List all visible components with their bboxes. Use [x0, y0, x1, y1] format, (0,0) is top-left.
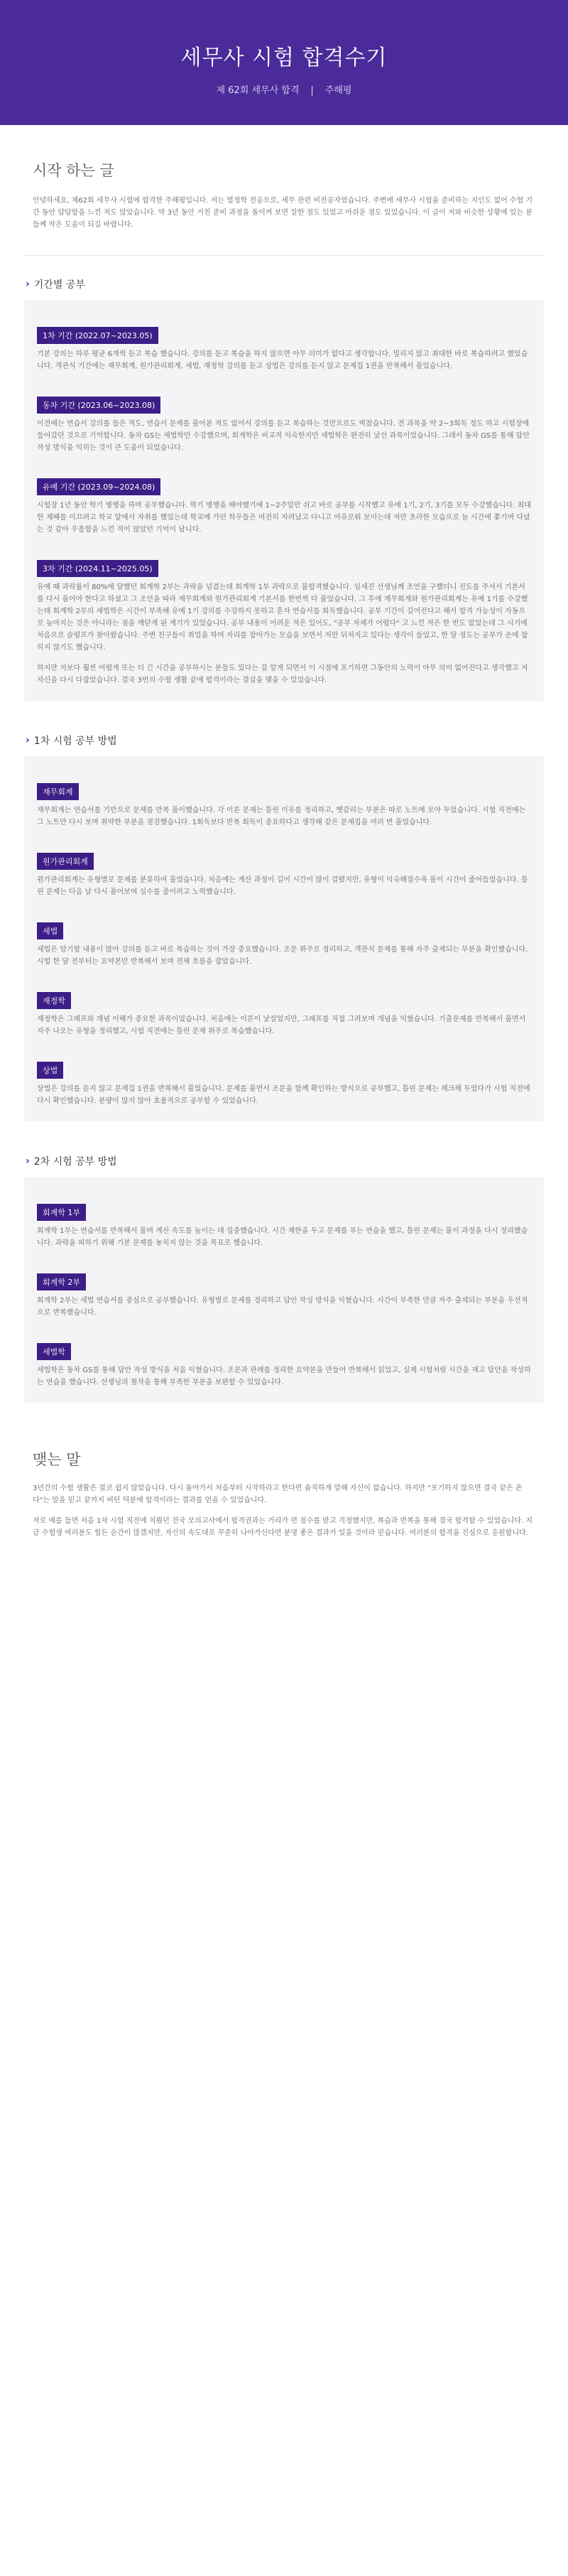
subject-body: 원가관리회계는 유형별로 문제를 분류하여 풀었습니다. 처음에는 계산 과정이 길어 시간이 많이 걸렸지만, 유형이 익숙해질수록 풀이 시간이 줄어들었습니다. 틀린 문제는 다음 날 다시 풀어보며 실수를 줄이려고 노력했습니다. — [37, 876, 528, 896]
subject-item — [37, 1062, 531, 1107]
second-exam-panel — [24, 1177, 544, 1403]
subject-body: 회계학 1부는 연습서를 반복해서 풀며 계산 속도를 높이는 데 집중했습니다. 시간 제한을 두고 문제를 푸는 연습을 했고, 틀린 문제는 풀이 과정을 다시 정리했습니다. 과락을 피하기 위해 기본 문제를 놓치지 않는 것을 목표로 했습니다. — [37, 1227, 528, 1247]
hero-subtitle — [0, 82, 568, 96]
hero-separator: | — [310, 85, 314, 96]
period-item — [37, 397, 531, 454]
section-title-text: 1차 시험 공부 방법 — [33, 735, 117, 747]
period-tag: 동차 기간 (2023.06~2023.08) — [37, 397, 160, 414]
period-body: 기본 강의는 하루 평균 6개씩 듣고 복습 했습니다. 강의를 듣고 복습을 하지 않으면 아무 의미가 없다고 생각합니다. 밀리지 않고 최대한 바로 복습하려고 했었습니다. 객관식 기간에는 재무회계, 원가관리회계, 세법, 재정학 강의를 듣고 상법은 강의를 듣지 않고 문제집 1권을 반복해서 풀었습니다. — [37, 350, 528, 370]
subject-item — [37, 922, 531, 968]
subject-body: 상법은 강의를 듣지 않고 문제집 1권을 반복해서 풀었습니다. 문제를 풀면서 조문을 함께 확인하는 방식으로 공부했고, 틀린 문제는 체크해 두었다가 시험 직전에 다시 확인했습니다. 분량이 많지 않아 효율적으로 공부할 수 있었습니다. — [37, 1085, 530, 1105]
subject-item — [37, 992, 531, 1038]
hero-author: 주해평 — [324, 85, 352, 96]
period-item — [37, 327, 531, 372]
first-exam-panel — [24, 756, 544, 1121]
subject-item — [37, 1204, 531, 1249]
period-tag: 1차 기간 (2022.07~2023.05) — [37, 327, 158, 344]
subject-tag: 회계학 2부 — [37, 1273, 86, 1290]
intro-section — [24, 159, 544, 256]
period-body: 시험장 1년 동안 학기 병행을 하며 공부했습니다. 학기 병행을 해야했기에 1~2주일만 쉬고 바로 공부를 시작했고 유예 1기, 2기, 3기를 모두 수강했습니다. 최대한 제때를 이끄려고 학교 앞에서 자취를 했었는데 학교에 가던 학우들은 여전히 자려났고 다니고 여유로워 보이는데 저만 초라한 모습으로 늘 시간에 쫓기며 다녔는 것 같아 우울함을 느낀 적이 많았던 기억이 납니다. — [37, 502, 531, 534]
subject-item — [37, 783, 531, 829]
period-body: 이전에는 연습서 강의를 들은 적도, 연습서 문제를 풀어본 적도 없어서 강의를 듣고 복습하는 것만으로도 벅찼습니다. 전 과목을 약 2~3회독 정도 하고 시험장에 들어갔던 것으로 기억합니다. 동차 GS는 세법학만 수강했으며, 회계학은 비교적 익숙한지만 세법학은 완전히 낯선 과목이었습니다. 그래서 동차 GS를 통해 답안 작성 방식을 익히는 것이 큰 도움이 되었습니다. — [37, 420, 530, 452]
section-title-second-exam — [26, 1154, 542, 1168]
period-tag: 3차 기간 (2024.11~2025.05) — [37, 560, 158, 577]
subject-item — [37, 1273, 531, 1319]
subject-body: 회계학 2부는 세법 연습서를 중심으로 공부했습니다. 유형별로 문제를 정리하고 답안 작성 방식을 익혔습니다. 시간이 부족한 만큼 자주 출제되는 부분을 우선적으로 반복했습니다. — [37, 1297, 528, 1317]
closing-paragraph: 3년간의 수험 생활은 결코 쉽지 않았습니다. 다시 돌아가서 처음부터 시작하라고 한다면 솔직하게 말해 자신이 없습니다. 하지만 "포기하지 않으면 결국 끝은 온다"는 말을 믿고 끝까지 버틴 덕분에 합격이라는 결과를 얻을 수 있었습니다. — [33, 1484, 523, 1504]
subject-body: 재무회계는 연습서를 기반으로 문제를 반복 풀이했습니다. 각 이론 문제는 틀린 이유를 정리하고, 헷갈리는 부분은 따로 노트에 모아 두었습니다. 시험 직전에는 그 노트만 다시 보며 취약한 부분을 점검했습니다. 1회독보다 반복 회독이 중요하다고 생각해 같은 문제집을 여러 번 풀었습니다. — [37, 807, 526, 826]
subject-tag: 세법학 — [37, 1343, 71, 1360]
closing-heading: 맺는 말 — [33, 1451, 81, 1468]
chevron-right-icon: › — [26, 279, 30, 290]
period-item — [37, 478, 531, 536]
hero-banner — [0, 0, 568, 125]
periods-panel — [24, 300, 544, 701]
closing-section — [24, 1448, 544, 1539]
subject-body: 세법은 암기할 내용이 많아 강의를 듣고 바로 복습하는 것이 가장 중요했습니다. 조문 위주로 정리하고, 객관식 문제를 통해 자주 출제되는 부분을 확인했습니다. 시험 한 달 전부터는 요약본만 반복해서 보며 전체 흐름을 잡았습니다. — [37, 946, 528, 966]
subject-item — [37, 853, 531, 898]
subject-body: 세법학은 동차 GS를 통해 답안 작성 방식을 처음 익혔습니다. 조문과 판례를 정리한 요약본을 만들어 반복해서 읽었고, 실제 시험처럼 시간을 재고 답안을 작성하는 연습을 했습니다. 선생님의 첨삭을 통해 부족한 부분을 보완할 수 있었습니다. — [37, 1367, 531, 1386]
subject-tag: 원가관리회계 — [37, 853, 94, 870]
section-title-text: 2차 시험 공부 방법 — [33, 1156, 117, 1168]
subject-tag: 재정학 — [37, 992, 71, 1009]
section-title-text: 기간별 공부 — [33, 279, 85, 291]
intro-heading: 시작 하는 글 — [33, 162, 114, 179]
chevron-right-icon: › — [26, 735, 30, 746]
chevron-right-icon: › — [26, 1155, 30, 1167]
subject-tag: 재무회계 — [37, 783, 79, 800]
subject-item — [37, 1343, 531, 1389]
subject-tag: 상법 — [37, 1062, 63, 1079]
period-item — [37, 560, 531, 686]
section-title-periods — [26, 277, 542, 291]
period-body-continued: 하지만 저보다 훨씬 어렵게 또는 더 긴 시간을 공부하시는 분들도 있다는 걸 알게 되면서 이 시점에 포기하면 그동안의 노력이 아무 의미 없어진다고 생각했고 저 자신을 다시 다잡았습니다. 결국 3번의 수험 생활 끝에 합격이라는 결실을 맺을 수 있었습니다. — [37, 664, 528, 684]
closing-paragraph: 저로 예를 들면 처음 1차 시험 직전에 치뤘던 전국 모의고사에서 합격권과는 거리가 먼 점수를 받고 걱정했지만, 복습과 반복을 통해 결국 합격할 수 있었습니다. 지금 수험생 여러분도 힘든 순간이 많겠지만, 자신의 속도대로 꾸준히 나아가신다면 분명 좋은 결과가 있을 것이라 믿습니다. 여러분의 합격을 진심으로 응원합니다. — [33, 1517, 533, 1537]
subject-body: 재정학은 그래프와 개념 이해가 중요한 과목이었습니다. 처음에는 이론이 낯설었지만, 그래프를 직접 그려보며 개념을 익혔습니다. 기출문제를 반복해서 풀면서 자주 나오는 유형을 정리했고, 시험 직전에는 틀린 문제 위주로 복습했습니다. — [37, 1015, 526, 1035]
hero-round: 제 62회 세무사 합격 — [216, 85, 300, 96]
subject-tag: 세법 — [37, 922, 63, 939]
period-body: 유예 때 과락률이 80%에 달했던 회계학 2부는 과락을 넘겼는데 회계학 1부 과락으로 불합격했습니다. 임세진 선생님께 조언을 구했더니 진도를 주셔서 기본서를 다시 풀어야 한다고 하셨고 그 조언을 따라 재무회계와 원가관리회계 기본서를 한번씩 다 풀었습니다. 그 후에 재무회계와 원가관리회계는 유예 1기를 수강했는데 회계학 2부의 세법학은 시간이 부족해 유예 1기 강의를 수강하지 못하고 혼자 연습서를 회독했습니다. 공부 기간이 길어진다고 해서 합격 가능성이 자동으로 높아지는 것은 아니라는 점을 깨닫게 된 계기가 있었습니다. 공부 내용이 어려운 적은 있어도, "공부 자체가 어렵다" 고 느낀 적은 한 번도 없었는데 그 시기에 처음으로 슬럼프가 찾아왔습니다. 주변 친구들이 취업을 하며 자리를 잡아가는 모습을 보면서 저만 뒤쳐지고 있다는 생각이 들었고, 한 달 정도는 공부가 손에 잡히지 않기도 했습니다. — [37, 583, 528, 652]
intro-body: 안녕하세요, 제62회 세무사 시험에 합격한 주해평입니다. 저는 법정학 전공으로, 세무 관련 비전공자였습니다. 주변에 세무사 시험을 준비하는 지인도 없어 수험 기간 동안 답답함을 느낀 적도 많았습니다. 약 3년 동안 거친 준비 과정을 돌이켜 보면 잘한 점도 있었고 아쉬운 점도 있었습니다. 이 글이 저와 비슷한 상황에 있는 분들께 작은 도움이 되길 바랍니다. — [33, 197, 533, 229]
section-title-first-exam — [26, 733, 542, 748]
subject-tag: 회계학 1부 — [37, 1204, 86, 1221]
page-title: 세무사 시험 합격수기 — [180, 45, 388, 70]
period-tag: 유예 기간 (2023.09~2024.08) — [37, 478, 160, 495]
